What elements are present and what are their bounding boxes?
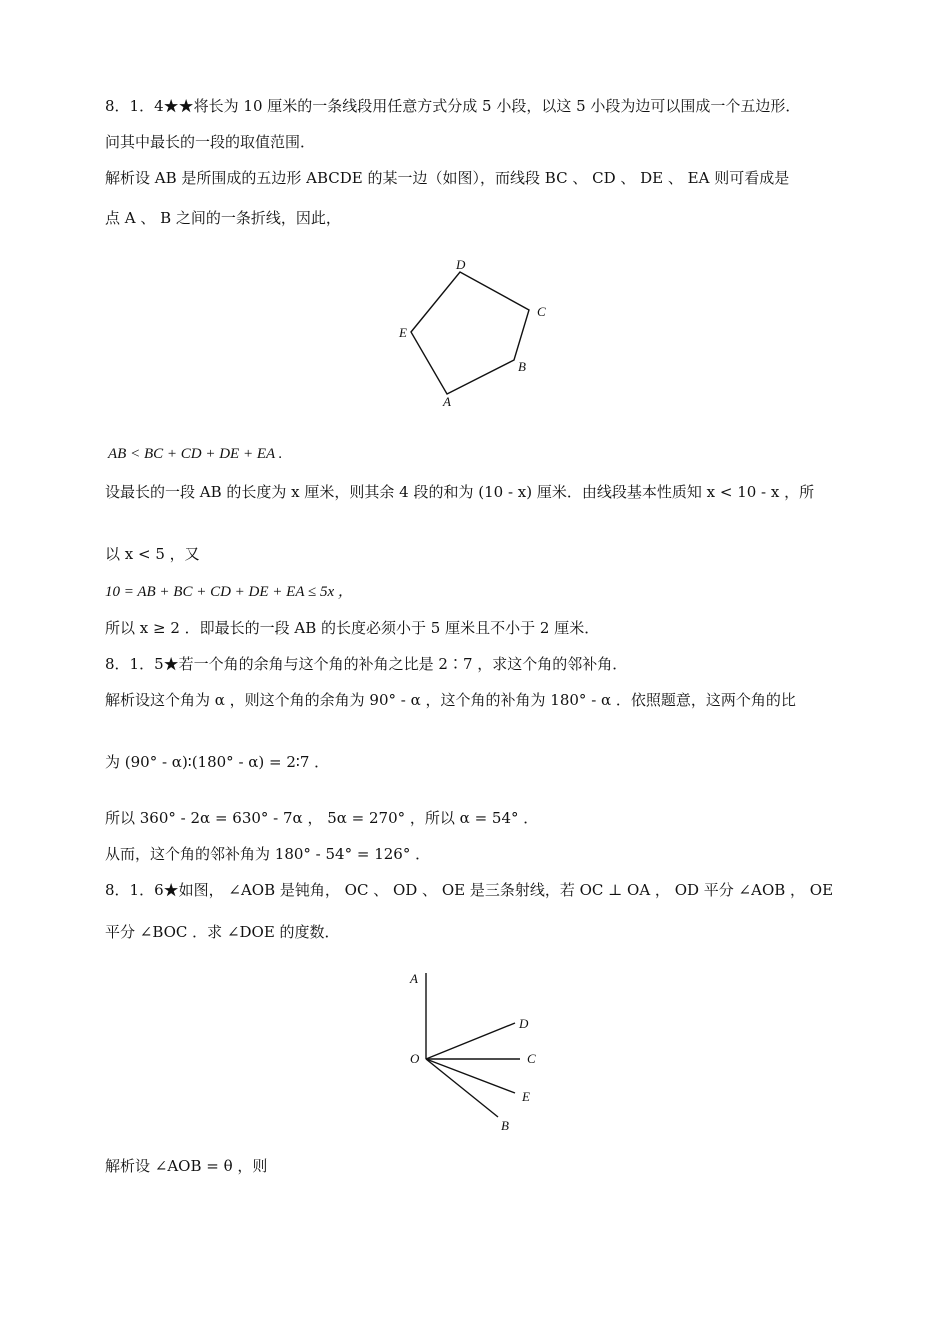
rays-label-a: A (410, 971, 418, 986)
pentagon-label-e: E (399, 325, 407, 340)
pentagon-shape (411, 272, 529, 394)
problem-816-solution-line1: 解析设 ∠AOB = θ ，则 (105, 1157, 268, 1175)
problem-814-solution-line1: 解析设 AB 是所围成的五边形 ABCDE 的某一边（如图），而线段 BC 、 CD 、 DE 、 EA 则可看成是 (105, 169, 790, 187)
ray-oe (426, 1059, 515, 1093)
problem-815-statement: 8．1．5★若一个角的余角与这个角的补角之比是 2∶7 ，求这个角的邻补角． (105, 655, 628, 673)
problem-814-statement-line1: 8．1．4★★将长为 10 厘米的一条线段用任意方式分成 5 小段，以这 5 小段为边可以围成一个五边形． (105, 97, 801, 115)
problem-815-solution-line3: 所以 360° - 2α = 630° - 7α ， 5α = 270° ，所以 α = 54° ． (105, 809, 539, 827)
rays-label-e: E (522, 1089, 530, 1104)
ray-od (426, 1023, 515, 1059)
rays-label-d: D (519, 1016, 529, 1031)
rays-label-b: B (501, 1118, 509, 1133)
problem-814-solution-line4: 以 x < 5 ，又 (105, 545, 200, 563)
problem-815-solution-line2: 为 (90° - α)∶(180° - α) = 2∶7 ． (105, 753, 330, 771)
problem-814-conclusion: 所以 x ≥ 2 ．即最长的一段 AB 的长度必须小于 5 厘米且不小于 2 厘米． (105, 619, 600, 637)
pentagon-label-a: A (443, 394, 451, 409)
problem-814-equation: 10 = AB + BC + CD + DE + EA ≤ 5x ， (105, 584, 353, 600)
problem-815-conclusion: 从而，这个角的邻补角为 180° - 54° = 126° ． (105, 845, 431, 863)
pentagon-label-c: C (537, 304, 546, 319)
problem-814-solution-line2: 点 A 、 B 之间的一条折线，因此， (105, 209, 341, 227)
problem-814-inequality: AB < BC + CD + DE + EA . (108, 446, 283, 462)
pentagon-label-b: B (518, 359, 526, 374)
problem-816-statement-line2: 平分 ∠BOC ．求 ∠DOE 的度数． (105, 923, 340, 941)
pentagon-label-d: D (456, 257, 466, 272)
problem-814-statement-line2: 问其中最长的一段的取值范围． (105, 133, 316, 151)
rays-figure (400, 965, 550, 1135)
rays-label-o: O (410, 1051, 420, 1066)
problem-814-solution-line3: 设最长的一段 AB 的长度为 x 厘米，则其余 4 段的和为 (10 - x) 厘米．由线段基本性质知 x < 10 - x ，所 (105, 483, 815, 501)
rays-label-c: C (527, 1051, 536, 1066)
ray-ob (426, 1059, 498, 1117)
problem-815-solution-line1: 解析设这个角为 α ，则这个角的余角为 90° - α ，这个角的补角为 180° - α ．依照题意，这两个角的比 (105, 691, 796, 709)
problem-816-statement-line1: 8．1．6★如图， ∠AOB 是钝角， OC 、 OD 、 OE 是三条射线，若 OC ⊥ OA ， OD 平分 ∠AOB ， OE (105, 881, 834, 899)
pentagon-figure (390, 252, 560, 412)
